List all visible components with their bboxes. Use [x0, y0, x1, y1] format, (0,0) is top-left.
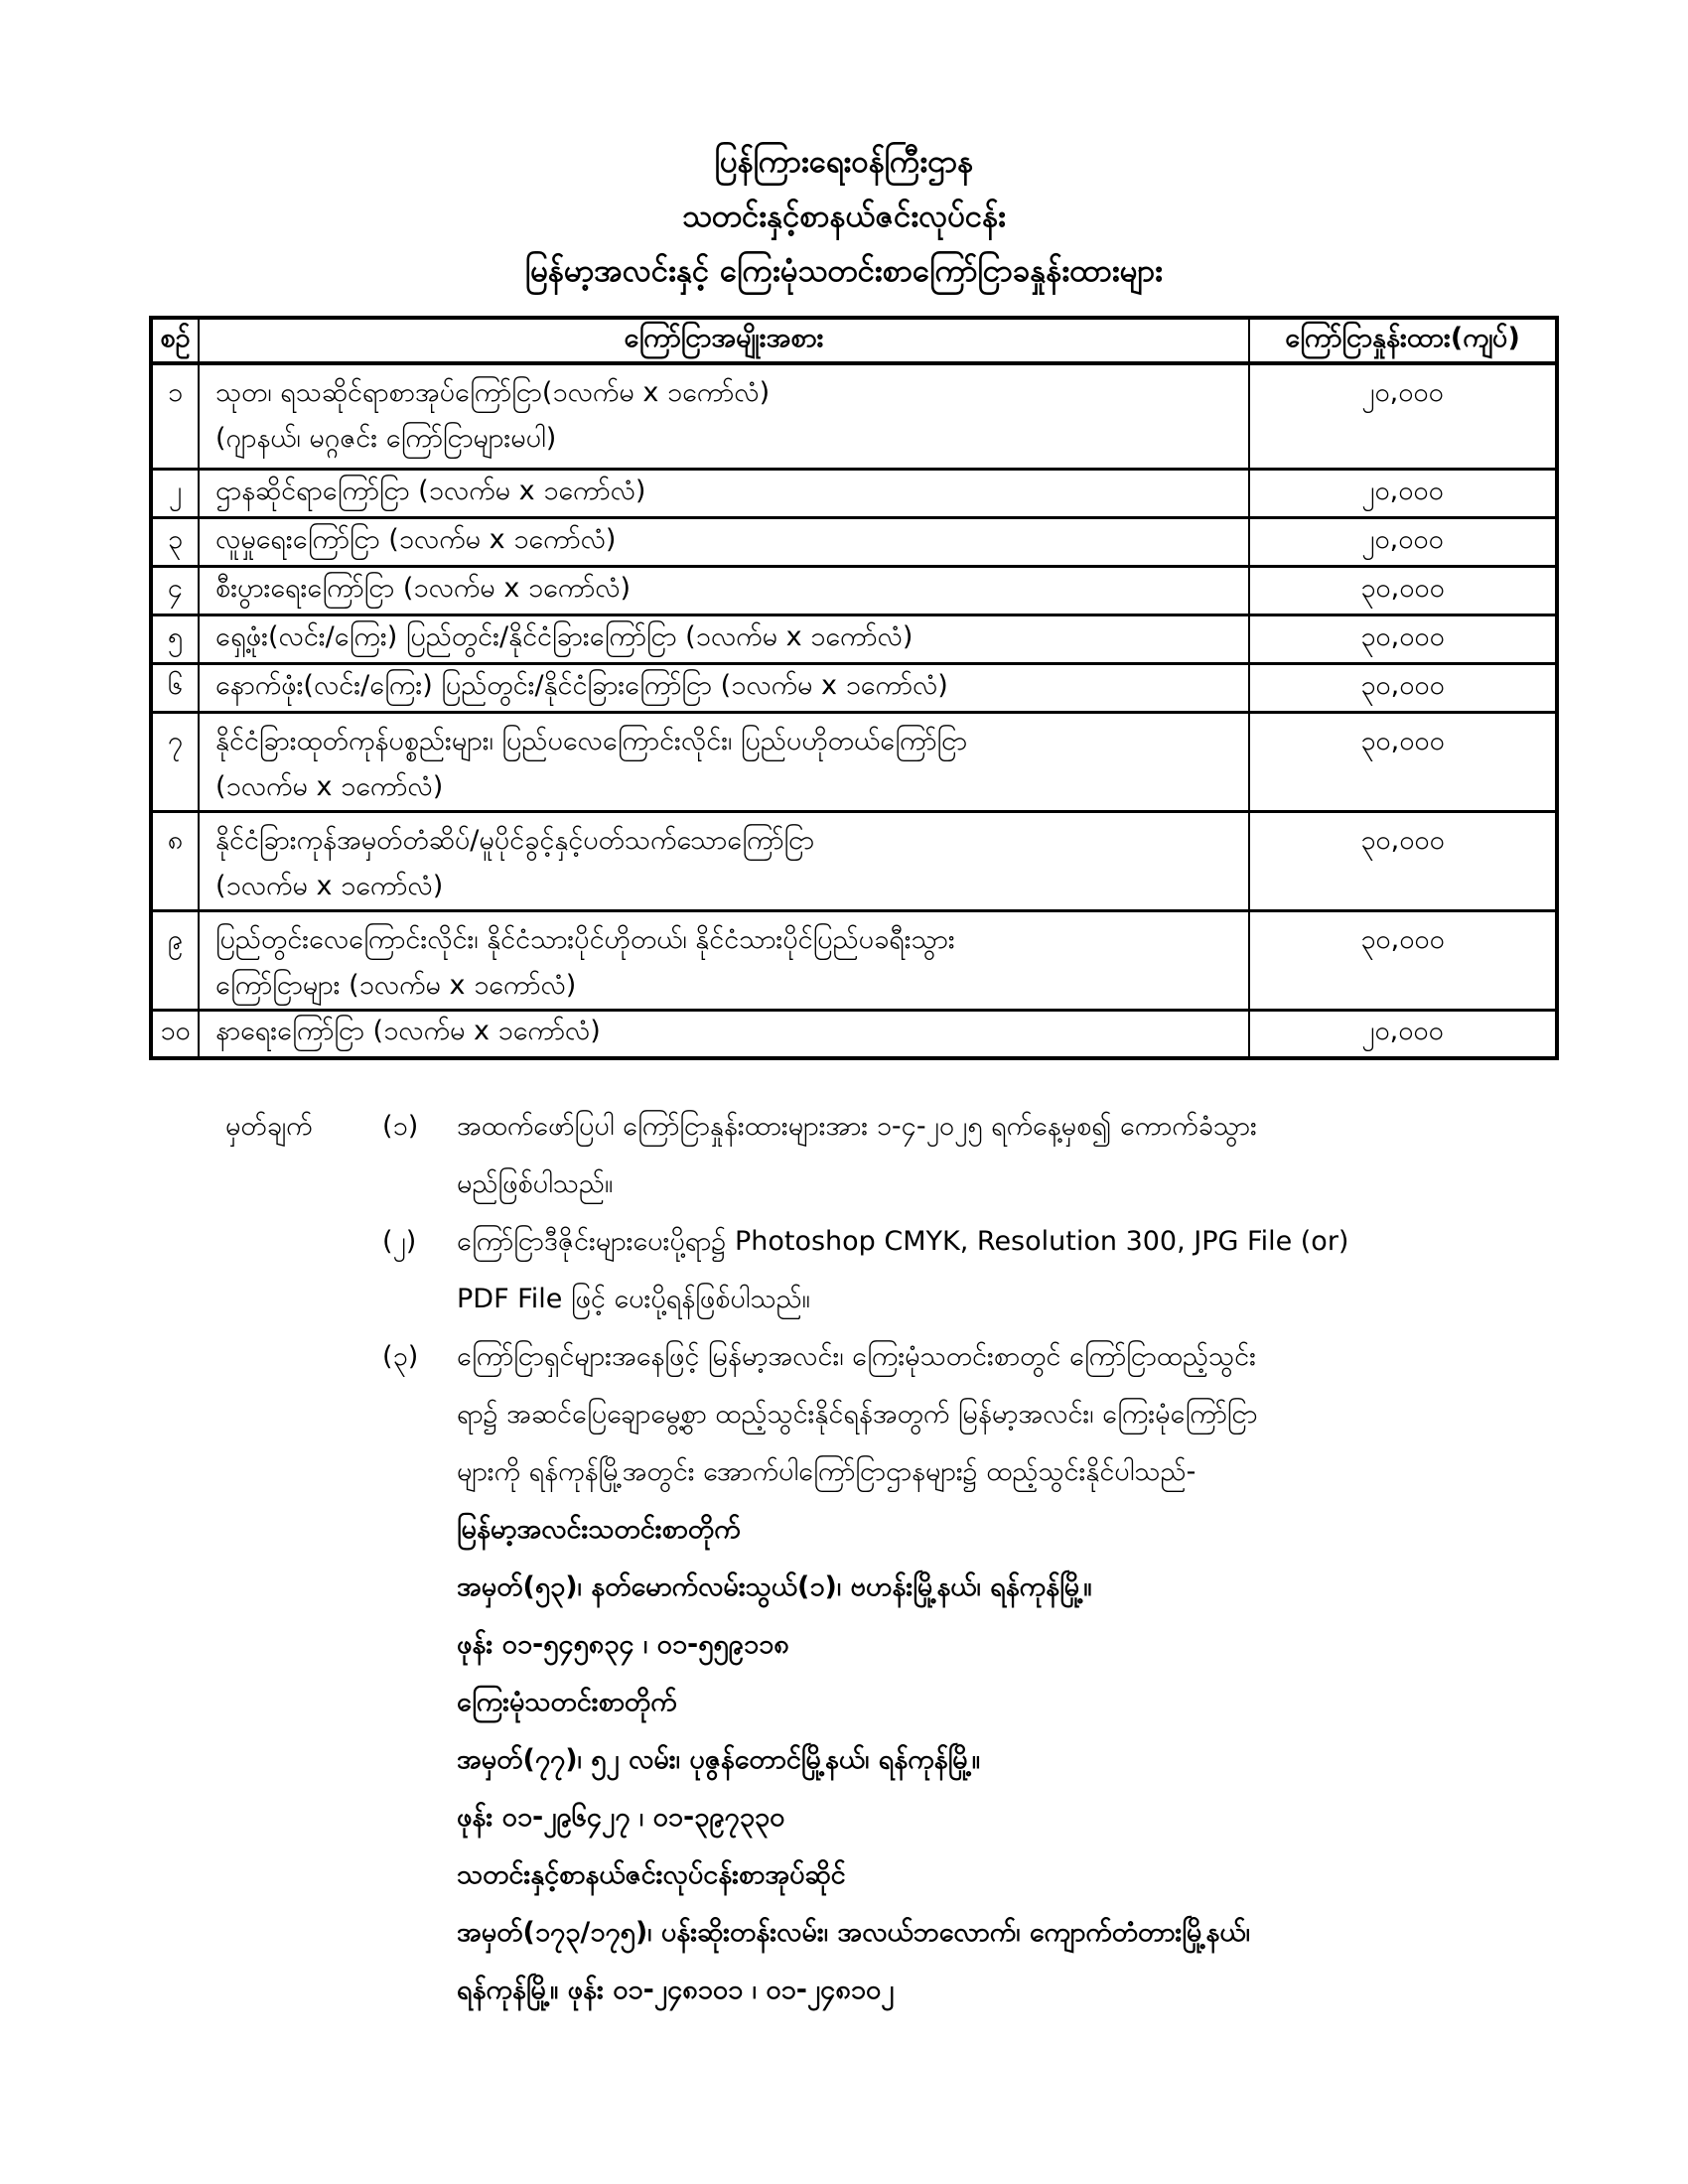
header-serial: စဉ်: [151, 318, 199, 363]
row-serial: ၈: [167, 824, 184, 856]
ad-rates-table: [149, 316, 1559, 1060]
contact-2-name: ကြေးမုံသတင်းစာတိုက်: [457, 1687, 677, 1717]
row-serial: ၉: [167, 923, 184, 955]
note-2-line-2: PDF File ဖြင့် ပေးပို့ရန်ဖြစ်ပါသည်။: [457, 1284, 810, 1314]
contact-2-address: အမှတ်(၇၇)၊ ၅၂ လမ်း၊ ပုဇွန်တောင်မြို့နယ်၊ ရန်ကုန်မြို့။: [457, 1744, 980, 1775]
table-row: [151, 517, 1557, 566]
row-ad-type: ပြည်တွင်းလေကြောင်းလိုင်း၊ နိုင်ငံသားပိုင်ဟိုတယ်၊ နိုင်ငံသားပိုင်ပြည်ပခရီးသွား: [215, 923, 955, 955]
row-serial: ၆: [151, 663, 199, 712]
contact-2-phone: ဖုန်း ၀၁-၂၉၆၄၂၇ ၊ ၀၁-၃၉၇၃၃၀: [457, 1802, 785, 1833]
note-1-line-2: မည်ဖြစ်ပါသည်။: [457, 1168, 614, 1199]
row-serial: ၂: [151, 469, 199, 517]
contact-1-phone: ဖုန်း ၀၁-၅၄၅၈၃၄ ၊ ၀၁-၅၅၉၁၁၈: [457, 1629, 789, 1660]
table-row: [151, 712, 1557, 811]
row-ad-type: (ဂျာနယ်၊ မဂ္ဂဇင်း ကြော်ငြာများမပါ): [215, 423, 557, 454]
ministry-name: ပြန်ကြားရေးဝန်ကြီးဌာန: [714, 144, 974, 180]
row-ad-type: ကြော်ငြာများ (၁လက်မ x ၁ကော်လံ): [215, 969, 577, 1001]
row-rate: ၃၀,၀၀၀: [1249, 566, 1557, 614]
contact-3-address-phone: ရန်ကုန်မြို့။ ဖုန်း ၀၁-၂၄၈၁၀၁ ၊ ၀၁-၂၄၈၁၀၂: [457, 1975, 895, 2005]
table-row: [151, 811, 1557, 910]
row-ad-type: ဌာနဆိုင်ရာကြော်ငြာ (၁လက်မ x ၁ကော်လံ): [199, 469, 1249, 517]
row-rate: ၃၀,၀၀၀: [1249, 663, 1557, 712]
row-ad-type: နောက်ဖုံး(လင်း/ကြေး) ပြည်တွင်း/နိုင်ငံခြားကြော်ငြာ (၁လက်မ x ၁ကော်လံ): [199, 663, 1249, 712]
row-serial: ၅: [151, 614, 199, 663]
table-row: [151, 614, 1557, 663]
contact-3-name: သတင်းနှင့်စာနယ်ဇင်းလုပ်ငန်းစာအုပ်ဆိုင်: [457, 1859, 846, 1890]
table-row: [151, 1010, 1557, 1058]
header-ad-type: ကြော်ငြာအမျိုးအစား: [199, 318, 1249, 363]
table-row: [151, 469, 1557, 517]
table-row: [151, 363, 1557, 469]
contact-3-address: အမှတ်(၁၇၃/၁၇၅)၊ ပန်းဆိုးတန်းလမ်း၊ အလယ်ဘလောက်၊ ကျောက်တံတားမြို့နယ်၊: [457, 1917, 1250, 1948]
row-ad-type: စီးပွားရေးကြော်ငြာ (၁လက်မ x ၁ကော်လံ): [199, 566, 1249, 614]
row-rate: ၃၀,၀၀၀: [1360, 725, 1445, 756]
row-rate: ၂၀,၀၀၀: [1249, 517, 1557, 566]
enterprise-name: သတင်းနှင့်စာနယ်ဇင်းလုပ်ငန်း: [681, 199, 1007, 234]
row-rate: ၂၀,၀၀၀: [1249, 469, 1557, 517]
header-rate: ကြော်ငြာနှုန်းထား(ကျပ်): [1249, 318, 1557, 363]
table-row: [151, 910, 1557, 1010]
row-ad-type: လူမှုရေးကြော်ငြာ (၁လက်မ x ၁ကော်လံ): [199, 517, 1249, 566]
note-3-line-1: (၃) ကြော်ငြာရှင်များအနေဖြင့် မြန်မာ့အလင်း၊ ကြေးမုံသတင်းစာတွင် ကြော်ငြာထည့်သွင်း: [225, 1328, 1541, 1386]
row-ad-type: နာရေးကြော်ငြာ (၁လက်မ x ၁ကော်လံ): [199, 1010, 1249, 1058]
table-row: [151, 663, 1557, 712]
row-ad-type: နိုင်ငံခြားထုတ်ကုန်ပစ္စည်းများ၊ ပြည်ပလေကြောင်းလိုင်း၊ ပြည်ပဟိုတယ်ကြော်ငြာ: [215, 725, 968, 756]
notes-label: မှတ်ချက်: [225, 1111, 313, 1142]
row-serial: ၁၀: [151, 1010, 199, 1058]
row-rate: ၂၀,၀၀၀: [1249, 1010, 1557, 1058]
note-3-line-2: ရာ၌ အဆင်ပြေချောမွေ့စွာ ထည့်သွင်းနိုင်ရန်အတွက် မြန်မာ့အလင်း၊ ကြေးမုံကြော်ငြာ: [457, 1399, 1258, 1430]
row-serial: ၇: [167, 725, 184, 756]
row-ad-type: ရှေ့ဖုံး(လင်း/ကြေး) ပြည်တွင်း/နိုင်ငံခြားကြော်ငြာ (၁လက်မ x ၁ကော်လံ): [199, 614, 1249, 663]
note-1-marker: (၁): [382, 1111, 419, 1142]
row-rate: ၂၀,၀၀၀: [1361, 377, 1444, 408]
contact-1-address: အမှတ်(၅၃)၊ နတ်မောက်လမ်းသွယ်(၁)၊ ဗဟန်းမြို့နယ်၊ ရန်ကုန်မြို့။: [457, 1571, 1092, 1602]
contact-1-name: မြန်မာ့အလင်းသတင်းစာတိုက်: [457, 1514, 741, 1545]
row-ad-type: နိုင်ငံခြားကုန်အမှတ်တံဆိပ်/မူပိုင်ခွင့်နှင့်ပတ်သက်သောကြော်ငြာ: [215, 824, 815, 856]
row-serial: ၁: [167, 377, 184, 408]
note-3-marker: (၃): [382, 1341, 419, 1372]
row-rate: ၃၀,၀၀၀: [1360, 824, 1445, 856]
note-2-line-1: (၂) ကြော်ငြာဒီဇိုင်းများပေးပို့ရာ၌ Photoshop CMYK, Resolution 300, JPG File (or): [225, 1213, 1541, 1271]
note-2-marker: (၂): [382, 1226, 417, 1257]
row-serial: ၃: [151, 517, 199, 566]
note-1-line-1: မှတ်ချက် (၁) အထက်ဖော်ပြပါ ကြော်ငြာနှုန်းထားများအား ၁-၄-၂၀၂၅ ရက်နေ့မှစ၍ ကောက်ခံသွား: [225, 1098, 1541, 1156]
notes-section: [225, 1098, 1541, 2019]
rates-heading: မြန်မာ့အလင်းနှင့် ကြေးမုံသတင်းစာကြော်ငြာခနှုန်းထားများ: [524, 253, 1164, 289]
row-serial: ၄: [151, 566, 199, 614]
row-ad-type: (၁လက်မ x ၁ကော်လံ): [215, 870, 444, 901]
note-3-line-3: များကို ရန်ကုန်မြို့အတွင်း အောက်ပါကြော်ငြာဌာနများ၌ ထည့်သွင်းနိုင်ပါသည်-: [457, 1456, 1196, 1487]
table-row: [151, 566, 1557, 614]
row-rate: ၃၀,၀၀၀: [1360, 923, 1445, 955]
row-rate: ၃၀,၀၀၀: [1249, 614, 1557, 663]
document-title: [0, 135, 1688, 299]
row-ad-type: (၁လက်မ x ၁ကော်လံ): [215, 770, 444, 802]
row-ad-type: သုတ၊ ရသဆိုင်ရာစာအုပ်ကြော်ငြာ(၁လက်မ x ၁ကော်လံ): [215, 377, 771, 408]
table-header-row: [151, 318, 1557, 363]
